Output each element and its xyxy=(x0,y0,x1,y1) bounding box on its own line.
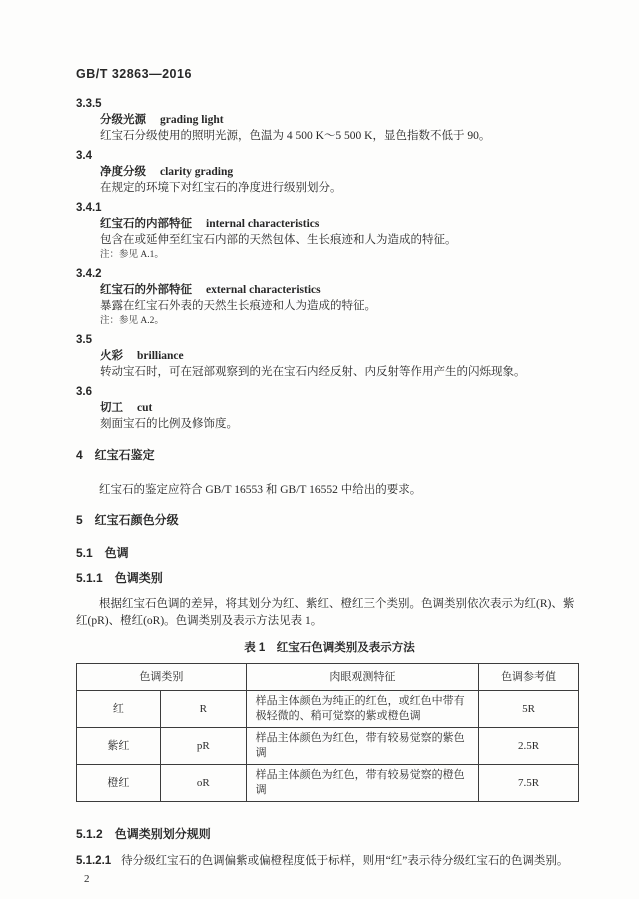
table-cell-feature: 样品主体颜色为红色，带有较易觉察的紫色调 xyxy=(246,728,478,765)
table-caption: 表 1 红宝石色调类别及表示方法 xyxy=(244,642,415,654)
table-header-category: 色调类别 xyxy=(77,664,247,691)
term-block xyxy=(76,148,583,196)
clause-number: 3.3.5 xyxy=(76,98,102,110)
term-block xyxy=(76,266,583,328)
clause-text: 待分级红宝石的色调偏紫或偏橙程度低于标样，则用“红”表示待分级红宝石的色调类别。 xyxy=(121,855,569,867)
term-block xyxy=(76,96,583,144)
term-definition: 暴露在红宝石外表的天然生长痕迹和人为造成的特征。 xyxy=(100,300,376,312)
table-cell-feature: 样品主体颜色为红色，带有较易觉察的橙色调 xyxy=(246,765,478,802)
table-cell-symbol: R xyxy=(160,691,246,728)
section-5-1-1-paragraph: 根据红宝石色调的差异，将其划分为红、紫红、橙红三个类别。色调类别依次表示为红(R)、紫红(pR)、橙红(oR)。色调类别及表示方法见表 1。 xyxy=(76,598,575,627)
term-chinese: 红宝石的内部特征 xyxy=(100,218,192,230)
section-heading-4: 4 红宝石鉴定 xyxy=(76,448,155,462)
term-chinese: 红宝石的外部特征 xyxy=(100,284,192,296)
term-chinese: 分级光源 xyxy=(100,114,146,126)
term-title xyxy=(100,112,583,128)
table-cell-symbol: oR xyxy=(160,765,246,802)
table-cell-symbol: pR xyxy=(160,728,246,765)
table-header-reference: 色调参考值 xyxy=(479,664,579,691)
table-header-feature: 肉眼观测特征 xyxy=(246,664,478,691)
term-chinese: 火彩 xyxy=(100,350,123,362)
table-row xyxy=(77,691,579,728)
table-cell-reference: 2.5R xyxy=(479,728,579,765)
term-english: external characteristics xyxy=(206,284,321,296)
term-title xyxy=(100,348,583,364)
clause-number: 3.4 xyxy=(76,150,92,162)
table-row xyxy=(77,765,579,802)
clause-number: 3.6 xyxy=(76,386,92,398)
section-4-paragraph: 红宝石的鉴定应符合 GB/T 16553 和 GB/T 16552 中给出的要求。 xyxy=(99,484,422,496)
section-5-1-2-1-paragraph xyxy=(76,853,583,870)
term-definition: 刻面宝石的比例及修饰度。 xyxy=(100,418,238,430)
clause-number: 5.1.2.1 xyxy=(76,855,112,867)
term-title xyxy=(100,400,583,416)
section-heading-5-1-1: 5.1.1 色调类别 xyxy=(76,571,163,585)
term-block xyxy=(76,332,583,380)
clause-number: 3.4.2 xyxy=(76,268,102,280)
term-definition: 在规定的环境下对红宝石的净度进行级别划分。 xyxy=(100,182,342,194)
term-block xyxy=(76,200,583,262)
term-definition: 转动宝石时，可在冠部观察到的光在宝石内经反射、内反射等作用产生的闪烁现象。 xyxy=(100,366,526,378)
term-chinese: 净度分级 xyxy=(100,166,146,178)
term-english: clarity grading xyxy=(160,166,234,178)
term-title xyxy=(100,164,583,180)
table-row xyxy=(77,728,579,765)
term-english: internal characteristics xyxy=(206,218,320,230)
table-cell-reference: 7.5R xyxy=(479,765,579,802)
clause-number: 3.4.1 xyxy=(76,202,102,214)
term-english: cut xyxy=(137,402,153,414)
term-title xyxy=(100,282,583,298)
table-cell-name: 紫红 xyxy=(77,728,161,765)
term-definition: 红宝石分级使用的照明光源，色温为 4 500 K～5 500 K，显色指数不低于 90。 xyxy=(100,130,491,142)
section-heading-5: 5 红宝石颜色分级 xyxy=(76,513,179,527)
term-title xyxy=(100,216,583,232)
term-note: 注：参见 A.2。 xyxy=(100,316,164,326)
clause-number: 3.5 xyxy=(76,334,92,346)
term-definition: 包含在或延伸至红宝石内部的天然包体、生长痕迹和人为造成的特征。 xyxy=(100,234,457,246)
doc-code-header: GB/T 32863—2016 xyxy=(76,67,192,81)
term-english: brilliance xyxy=(137,350,184,362)
term-english: grading light xyxy=(160,114,224,126)
color-hue-table xyxy=(76,663,579,802)
table-cell-name: 橙红 xyxy=(77,765,161,802)
table-cell-name: 红 xyxy=(77,691,161,728)
term-note: 注：参见 A.1。 xyxy=(100,250,164,260)
section-heading-5-1: 5.1 色调 xyxy=(76,546,129,560)
table-cell-feature: 样品主体颜色为纯正的红色，或红色中带有极轻微的、稍可觉察的紫或橙色调 xyxy=(246,691,478,728)
table-header-row xyxy=(77,664,579,691)
term-chinese: 切工 xyxy=(100,402,123,414)
table-cell-reference: 5R xyxy=(479,691,579,728)
page-number: 2 xyxy=(84,873,90,885)
term-block xyxy=(76,384,583,432)
section-heading-5-1-2: 5.1.2 色调类别划分规则 xyxy=(76,827,211,841)
